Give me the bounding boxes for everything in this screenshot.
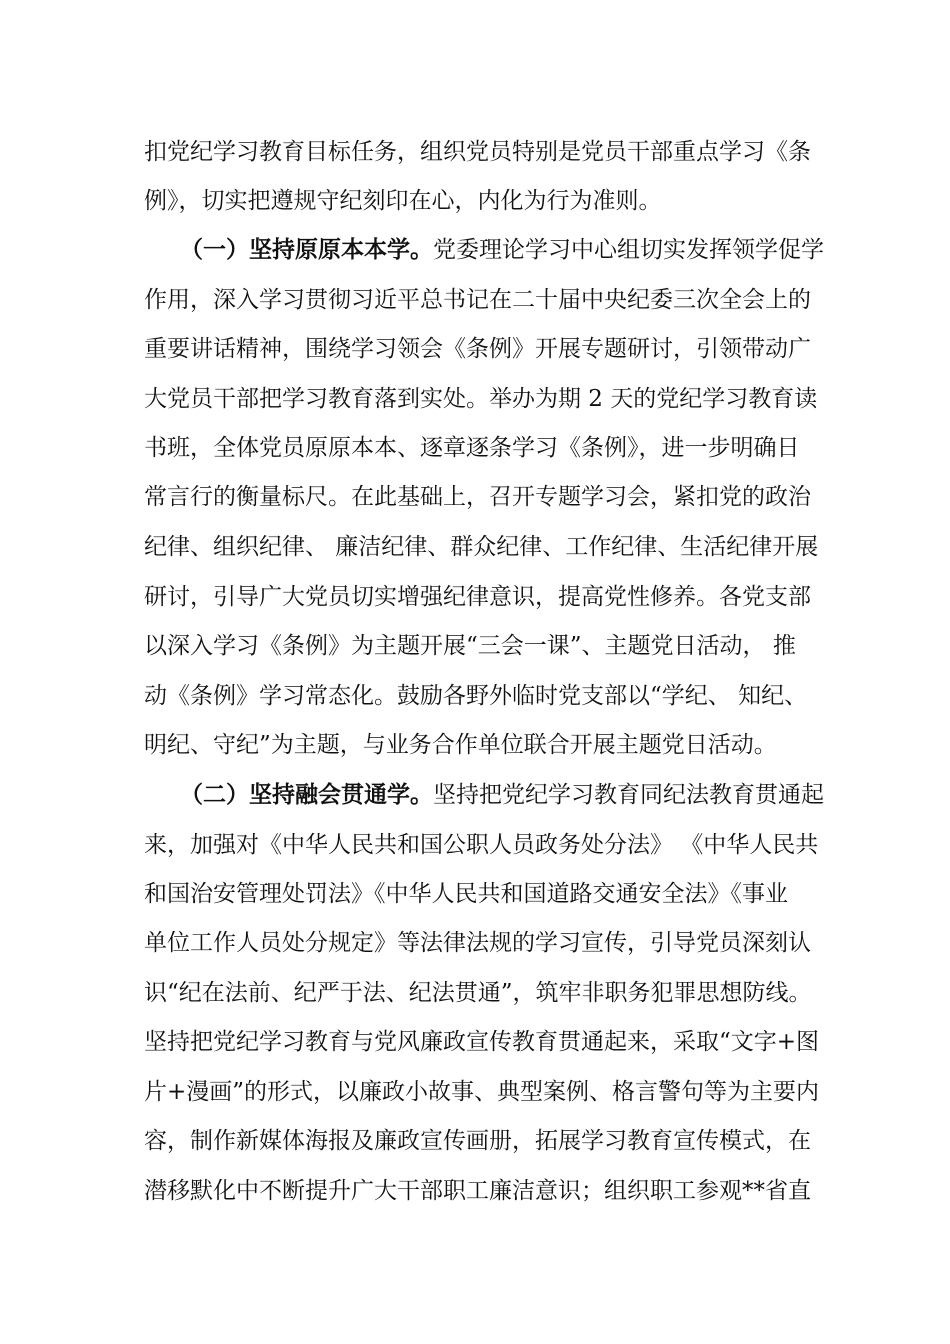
section-1-first-line <box>180 233 834 267</box>
section-1-text: 党委理论学习中心组切实发挥领学促学 <box>433 237 824 263</box>
paragraph-line: 片+漫画”的形式，以廉政小故事、典型案例、格言警句等为主要内 <box>144 1079 820 1105</box>
paragraph-line: 明纪、守纪”为主题，与业务合作单位联合开展主题党日活动。 <box>144 732 777 758</box>
paragraph-line: 和国治安管理处罚法》《中华人民共和国道路交通安全法》《事业 <box>144 881 788 907</box>
paragraph-line: 以深入学习《条例》为主题开展“三会一课”、主题党日活动， 推 <box>144 633 796 659</box>
paragraph-line: 扣党纪学习教育目标任务，组织党员特别是党员干部重点学习《条 <box>144 139 811 165</box>
paragraph-line: 容，制作新媒体海报及廉政宣传画册，拓展学习教育宣传模式，在 <box>144 1128 811 1154</box>
paragraph-line: 坚持把党纪学习教育与党风廉政宣传教育贯通起来，采取“文字+图 <box>144 1029 820 1055</box>
section-2-heading: （二）坚持融会贯通学。 <box>180 781 433 808</box>
section-2-first-line <box>180 778 834 812</box>
paragraph-line: 研讨，引导广大党员切实增强纪律意识，提高党性修养。各党支部 <box>144 584 811 610</box>
paragraph-line: 例》，切实把遵规守纪刻印在心，内化为行为准则。 <box>144 188 662 214</box>
paragraph-line: 来，加强对《中华人民共和国公职人员政务处分法》 《中华人民共 <box>144 832 819 858</box>
paragraph-line: 潜移默化中不断提升广大干部职工廉洁意识；组织职工参观**省直 <box>144 1178 811 1204</box>
paragraph-line: 单位工作人员处分规定》等法律法规的学习宣传，引导党员深刻认 <box>144 930 811 956</box>
paragraph-line: 识“纪在法前、纪严于法、纪法贯通”，筑牢非职务犯罪思想防线。 <box>144 980 812 1006</box>
paragraph-line: 纪律、组织纪律、 廉洁纪律、群众纪律、工作纪律、生活纪律开展 <box>144 534 819 560</box>
paragraph-line: 书班，全体党员原原本本、逐章逐条学习《条例》，进一步明确日 <box>144 435 800 461</box>
paragraph-line: 重要讲话精神，围绕学习领会《条例》开展专题研讨，引领带动广 <box>144 336 811 362</box>
paragraph-line: 大党员干部把学习教育落到实处。举办为期 2 天的党纪学习教育读 <box>144 386 818 412</box>
paragraph-line: 动《条例》学习常态化。鼓励各野外临时党支部以“学纪、 知纪、 <box>144 683 808 709</box>
section-1-heading: （一）坚持原原本本学。 <box>180 236 433 263</box>
paragraph-line: 常言行的衡量标尺。在此基础上，召开专题学习会，紧扣党的政治 <box>144 484 811 510</box>
paragraph-line: 作用，深入学习贯彻习近平总书记在二十届中央纪委三次全会上的 <box>144 287 811 313</box>
section-2-text: 坚持把党纪学习教育同纪法教育贯通起 <box>433 782 824 808</box>
